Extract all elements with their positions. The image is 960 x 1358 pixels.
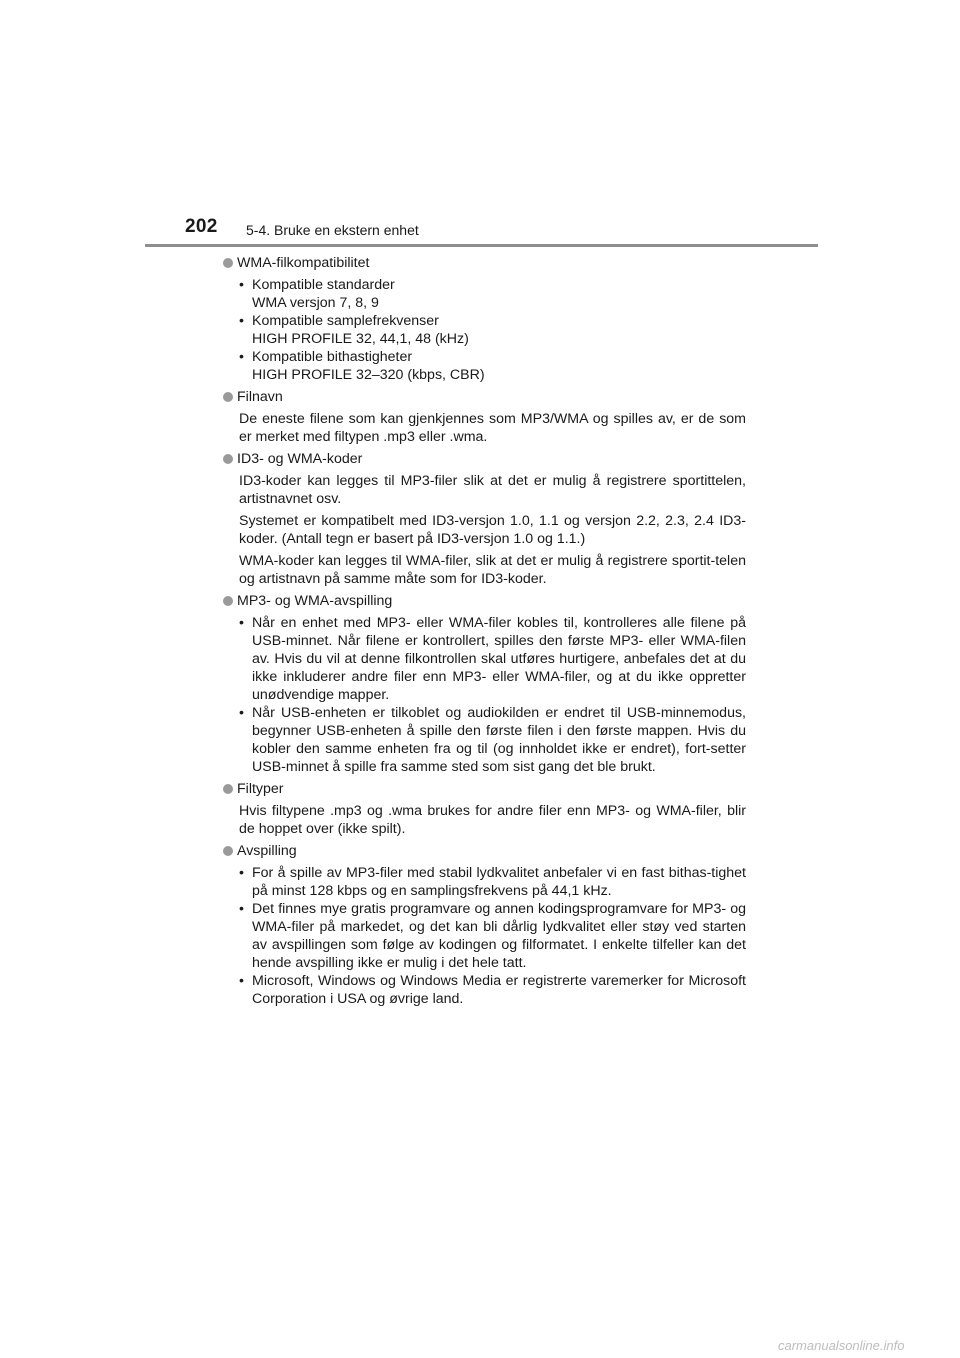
section-filtyper <box>222 780 746 838</box>
section-heading: Filnavn <box>237 389 283 405</box>
section-avspilling <box>222 842 746 1008</box>
section-heading: Avspilling <box>237 843 297 859</box>
list-item: • Kompatible samplefrekvenser HIGH PROFILE 32, 44,1, 48 (kHz) <box>239 312 746 348</box>
bullet-circle-icon <box>223 454 233 464</box>
list-item: • Kompatible standarder WMA versjon 7, 8, 9 <box>239 276 746 312</box>
list-item: • Microsoft, Windows og Windows Media er registrerte varemerker for Microsoft Corporation i USA og øvrige land. <box>239 972 746 1008</box>
paragraph: WMA-koder kan legges til WMA-filer, slik at det er mulig å registrere sportit-telen og artistnavn på samme måte som for ID3-koder. <box>239 553 746 587</box>
list-item: • For å spille av MP3-filer med stabil lydkvalitet anbefaler vi en fast bithas-tighet på minst 128 kbps og en samplingsfrekvens på 44,1 kHz. <box>239 864 746 900</box>
section-heading: WMA-filkompatibilitet <box>237 255 370 271</box>
section-heading: ID3- og WMA-koder <box>237 451 363 467</box>
bullet-circle-icon <box>223 258 233 268</box>
paragraph: Hvis filtypene .mp3 og .wma brukes for andre filer enn MP3- og WMA-filer, blir de hoppet over (ikke spilt). <box>239 803 746 837</box>
watermark: carmanualsonline.info <box>778 1338 905 1353</box>
section-id3-wma-tags <box>222 450 746 588</box>
bullet-circle-icon <box>223 392 233 402</box>
section-title: 5-4. Bruke en ekstern enhet <box>246 222 419 238</box>
list-item: • Når en enhet med MP3- eller WMA-filer kobles til, kontrolleres alle filene på USB-minnet. Når filene er kontrollert, spilles den første MP3- eller WMA-filen av. Hvis du vil at denne filkontrollen skal utføres hurtigere, anbefales det at du ikke inkluderer andre filer enn MP3- eller WMA-filer, og at du ikke oppretter unødvendige mapper. <box>239 614 746 704</box>
bullet-circle-icon <box>223 846 233 856</box>
section-heading: Filtyper <box>237 781 284 797</box>
list-item: • Det finnes mye gratis programvare og annen kodingsprogramvare for MP3- og WMA-filer på markedet, og det kan bli dårlig lydkvalitet eller støy ved starten av avspillingen som følge av kodingen og filformatet. I enkelte tilfeller kan det hende avspilling ikke er mulig i det hele tatt. <box>239 900 746 972</box>
paragraph: De eneste filene som kan gjenkjennes som MP3/WMA og spilles av, er de som er merket med filtypen .mp3 eller .wma. <box>239 411 746 445</box>
page-number: 202 <box>185 216 218 237</box>
section-filnavn <box>222 388 746 446</box>
section-playback-mp3-wma <box>222 592 746 776</box>
section-wma-compat <box>222 254 746 384</box>
content <box>222 254 746 1012</box>
section-heading: MP3- og WMA-avspilling <box>237 593 393 609</box>
header-rule <box>145 244 818 247</box>
paragraph: Systemet er kompatibelt med ID3-versjon 1.0, 1.1 og versjon 2.2, 2.3, 2.4 ID3-koder. (Antall tegn er basert på ID3-versjon 1.0 og 1.1.) <box>239 513 746 547</box>
bullet-circle-icon <box>223 784 233 794</box>
bullet-circle-icon <box>223 596 233 606</box>
list-item: • Kompatible bithastigheter HIGH PROFILE 32–320 (kbps, CBR) <box>239 348 746 384</box>
list-item: • Når USB-enheten er tilkoblet og audiokilden er endret til USB-minnemodus, begynner USB-enheten å spille den første filen i den første mappen. Hvis du kobler den samme enheten fra og til (og innholdet ikke er endret), fort-setter USB-minnet å spille fra samme sted som sist gang det ble brukt. <box>239 704 746 776</box>
paragraph: ID3-koder kan legges til MP3-filer slik at det er mulig å registrere sportittelen, artistnavnet osv. <box>239 473 746 507</box>
